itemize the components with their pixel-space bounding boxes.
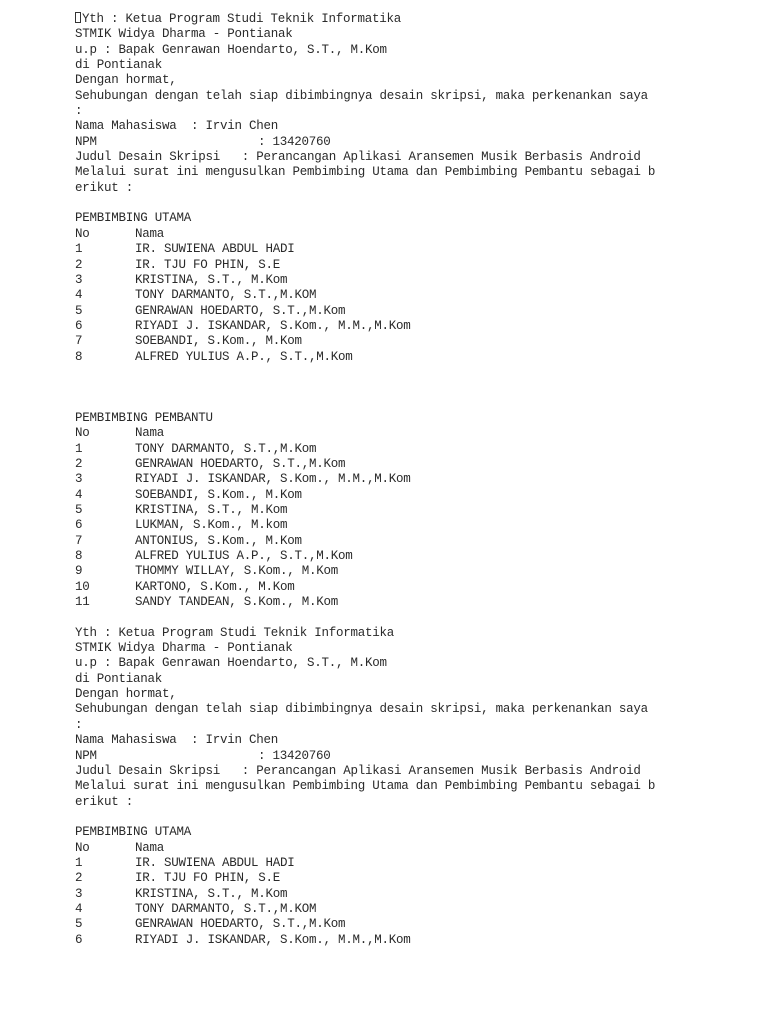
proposal-line: Melalui surat ini mengusulkan Pembimbing Utama dan Pembimbing Pembantu sebagai b: [75, 779, 656, 794]
table-row: 6 RIYADI J. ISKANDAR, S.Kom., M.M.,M.Kom: [75, 318, 411, 333]
col-no-header: No: [75, 426, 90, 441]
col-no-header: No: [75, 226, 90, 241]
table-row: 5 KRISTINA, S.T., M.Kom: [75, 503, 288, 517]
col-nama-header: Nama: [135, 226, 165, 241]
letter-1: [75, 12, 755, 626]
table-row: 6 RIYADI J. ISKANDAR, S.Kom., M.M.,M.Kom: [75, 932, 411, 947]
table-row: 3 KRISTINA, S.T., M.Kom: [75, 272, 288, 287]
npm-value: : 13420760: [258, 748, 331, 763]
location-line: di Pontianak: [75, 58, 163, 73]
table-row: 1 IR. SUWIENA ABDUL HADI: [75, 242, 295, 257]
document-page: [75, 12, 755, 948]
col-no-header: No: [75, 840, 90, 855]
table-row: 10 KARTONO, S.Kom., M.Kom: [75, 579, 295, 594]
col-nama-header: Nama: [135, 840, 165, 855]
table-row: 7 ANTONIUS, S.Kom., M.Kom: [75, 533, 302, 548]
table-row: 5 GENRAWAN HOEDARTO, S.T.,M.Kom: [75, 303, 346, 318]
institution-line: STMIK Widya Dharma - Pontianak: [75, 27, 293, 42]
proposal-line: Melalui surat ini mengusulkan Pembimbing Utama dan Pembimbing Pembantu sebagai b: [75, 165, 656, 180]
intro-line: Sehubungan dengan telah siap dibimbingnya desain skripsi, maka perkenankan saya: [75, 88, 648, 103]
student-name-line: Nama Mahasiswa : Irvin Chen: [75, 119, 279, 134]
missing-glyph-icon: [75, 12, 81, 23]
utama-heading: PEMBIMBING UTAMA: [75, 825, 192, 840]
table-row: 3 RIYADI J. ISKANDAR, S.Kom., M.M.,M.Kom: [75, 472, 411, 487]
proposal-line-cont: erikut :: [75, 180, 134, 195]
table-row: 8 ALFRED YULIUS A.P., S.T.,M.Kom: [75, 549, 353, 564]
table-row: 4 TONY DARMANTO, S.T.,M.KOM: [75, 288, 317, 303]
greeting-line: Dengan hormat,: [75, 73, 177, 88]
npm-line: [75, 135, 755, 150]
table-row: 4 TONY DARMANTO, S.T.,M.KOM: [75, 901, 317, 916]
utama-heading: PEMBIMBING UTAMA: [75, 211, 192, 226]
recipient-line: Yth : Ketua Program Studi Teknik Informatika: [75, 625, 395, 640]
table-row: 8 ALFRED YULIUS A.P., S.T.,M.Kom: [75, 349, 353, 364]
greeting-line: Dengan hormat,: [75, 687, 177, 702]
table-row: 7 SOEBANDI, S.Kom., M.Kom: [75, 334, 302, 349]
attention-line: u.p : Bapak Genrawan Hoendarto, S.T., M.Kom: [75, 42, 387, 57]
intro-colon-line: :: [75, 104, 83, 119]
table-row: 3 KRISTINA, S.T., M.Kom: [75, 886, 288, 901]
table-row: 2 IR. TJU FO PHIN, S.E: [75, 257, 281, 272]
intro-colon-line: :: [75, 717, 83, 732]
table-row: 11 SANDY TANDEAN, S.Kom., M.Kom: [75, 595, 339, 610]
table-row: 2 IR. TJU FO PHIN, S.E: [75, 871, 281, 886]
location-line: di Pontianak: [75, 671, 163, 686]
intro-line: Sehubungan dengan telah siap dibimbingnya desain skripsi, maka perkenankan saya: [75, 702, 648, 717]
table-row: 2 GENRAWAN HOEDARTO, S.T.,M.Kom: [75, 456, 346, 471]
table-row: 6 LUKMAN, S.Kom., M.kom: [75, 518, 288, 533]
table-row: 5 GENRAWAN HOEDARTO, S.T.,M.Kom: [75, 917, 346, 932]
table-row: 4 SOEBANDI, S.Kom., M.Kom: [75, 487, 302, 502]
utama-table-header: [75, 841, 755, 856]
proposal-line-cont: erikut :: [75, 794, 134, 809]
npm-label: NPM: [75, 748, 97, 763]
attention-line: u.p : Bapak Genrawan Hoendarto, S.T., M.Kom: [75, 656, 387, 671]
letter-2: [75, 626, 755, 948]
thesis-title-line: Judul Desain Skripsi : Perancangan Aplikasi Aransemen Musik Berbasis Android: [75, 150, 641, 165]
npm-line: [75, 749, 755, 764]
pembantu-heading: PEMBIMBING PEMBANTU: [75, 410, 213, 425]
table-row: 1 TONY DARMANTO, S.T.,M.Kom: [75, 441, 317, 456]
utama-table-header: [75, 227, 755, 242]
npm-value: : 13420760: [258, 134, 331, 149]
thesis-title-line: Judul Desain Skripsi : Perancangan Aplikasi Aransemen Musik Berbasis Android: [75, 763, 641, 778]
col-nama-header: Nama: [135, 426, 165, 441]
student-name-line: Nama Mahasiswa : Irvin Chen: [75, 733, 279, 748]
institution-line: STMIK Widya Dharma - Pontianak: [75, 641, 293, 656]
npm-label: NPM: [75, 134, 97, 149]
pembantu-table-header: [75, 426, 755, 441]
recipient-line: Yth : Ketua Program Studi Teknik Informatika: [75, 12, 755, 27]
table-row: 1 IR. SUWIENA ABDUL HADI: [75, 855, 295, 870]
table-row: 9 THOMMY WILLAY, S.Kom., M.Kom: [75, 564, 339, 579]
